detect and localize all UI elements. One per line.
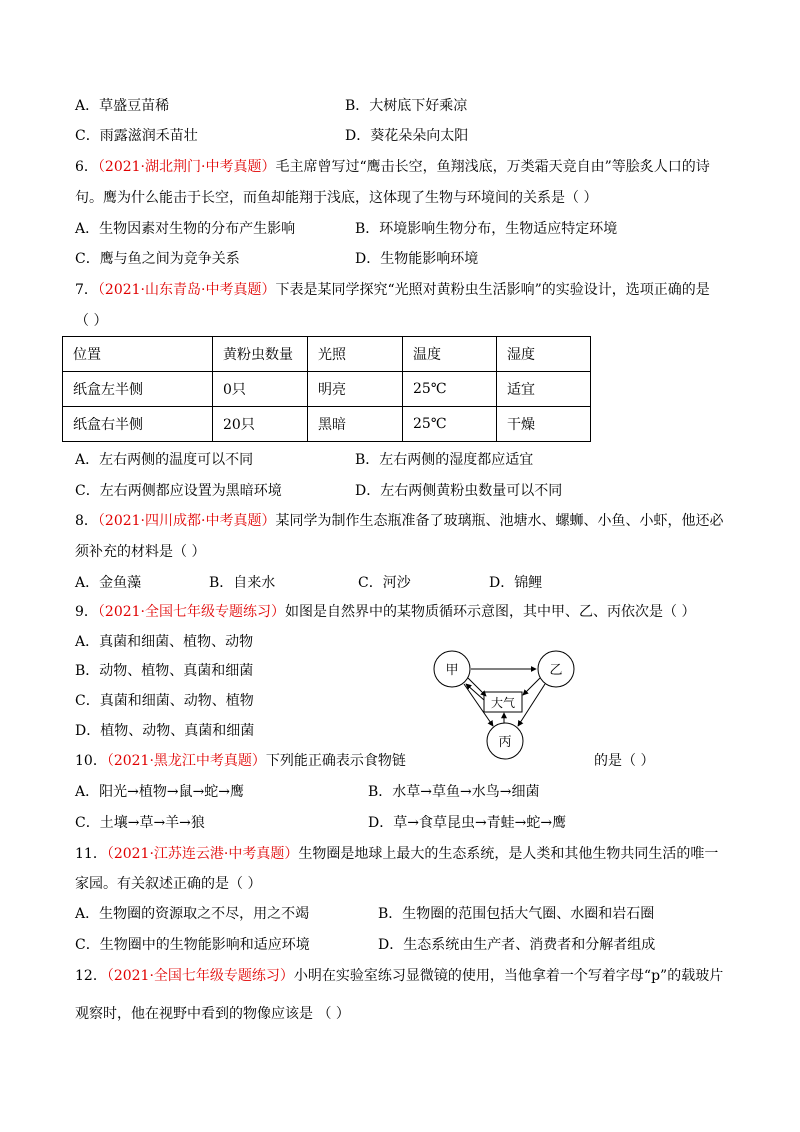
node-jia-label: 甲 — [445, 663, 459, 678]
q8-source: （2021·四川成都·中考真题） — [97, 513, 276, 529]
table-cell: 明亮 — [308, 372, 403, 407]
table-row — [63, 372, 591, 407]
table-cell: 25℃ — [403, 407, 497, 442]
q8-stem-line2: 须补充的材料是（ ） — [75, 544, 206, 560]
q5-option-d: D．葵花朵朵向太阳 — [345, 128, 469, 144]
q6-source: （2021·湖北荆门·中考真题） — [97, 159, 276, 175]
q6-option-b: B．环境影响生物分布，生物适应特定环境 — [355, 221, 618, 237]
q11-stem-line1 — [75, 845, 718, 863]
q8-option-b: B．自来水 — [209, 575, 276, 591]
q7-option-c: C．左右两侧都应设置为黑暗环境 — [75, 483, 282, 499]
q6-option-c: C．鹰与鱼之间为竞争关系 — [75, 251, 240, 267]
table-cell: 20只 — [213, 407, 308, 442]
q8-stem-text: 某同学为制作生态瓶准备了玻璃瓶、池塘水、螺蛳、小鱼、小虾，他还必 — [275, 513, 724, 529]
q8-option-d: D．锦鲤 — [489, 575, 543, 591]
q8-stem-line1 — [75, 512, 723, 530]
table-header-cell: 黄粉虫数量 — [213, 337, 308, 372]
table-cell: 干燥 — [497, 407, 591, 442]
q8-number: 8． — [75, 513, 98, 529]
q9-stem-text: 如图是自然界中的某物质循环示意图，其中甲、乙、丙依次是（ ） — [285, 604, 696, 620]
q12-number: 12． — [75, 968, 107, 984]
q10-number: 10． — [75, 753, 107, 769]
q10-option-b: B．水草→草鱼→水鸟→细菌 — [368, 784, 540, 800]
q11-stem-text: 生物圈是地球上最大的生态系统，是人类和其他生物共同生活的唯一 — [298, 846, 719, 862]
q10-option-d: D．草→食草昆虫→青蛙→蛇→鹰 — [368, 815, 567, 831]
q9-source: （2021·全国七年级专题练习） — [97, 604, 286, 620]
table-header-row — [63, 337, 591, 372]
q9-number: 9． — [75, 604, 98, 620]
q12-source: （2021·全国七年级专题练习） — [106, 968, 294, 984]
table-cell: 0只 — [213, 372, 308, 407]
table-header-cell: 温度 — [403, 337, 497, 372]
q9-cycle-diagram — [432, 648, 582, 760]
q7-option-a: A．左右两侧的温度可以不同 — [75, 452, 254, 468]
table-header-cell: 湿度 — [497, 337, 591, 372]
q12-stem-text: 小明在实验室练习显微镜的使用，当他拿着一个写着字母“p”的载玻片 — [293, 968, 724, 984]
q10-stem-line1 — [75, 752, 406, 770]
q11-option-c: C．生物圈中的生物能影响和适应环境 — [75, 937, 310, 953]
table-header-cell: 位置 — [63, 337, 213, 372]
q10-stem-text: 下列能正确表示食物链 — [265, 753, 406, 769]
table-cell: 黑暗 — [308, 407, 403, 442]
q7-stem-text: 下表是某同学探究“光照对黄粉虫生活影响”的实验设计，选项正确的是 — [275, 282, 710, 298]
q5-option-c: C．雨露滋润禾苗壮 — [75, 128, 198, 144]
arrow-yi-to-atmosphere — [523, 678, 540, 695]
table-cell: 适宜 — [497, 372, 591, 407]
q12-stem-line1 — [75, 967, 723, 985]
q9-option-a: A．真菌和细菌、植物、动物 — [75, 634, 254, 650]
q11-option-b: B．生物圈的范围包括大气圈、水圈和岩石圈 — [378, 906, 655, 922]
q5-option-b: B．大树底下好乘凉 — [345, 98, 468, 114]
q8-option-a: A．金鱼藻 — [75, 575, 142, 591]
table-row — [63, 407, 591, 442]
q10-source: （2021·黑龙江中考真题） — [106, 753, 266, 769]
q10-option-a: A．阳光→植物→鼠→蛇→鹰 — [75, 784, 245, 800]
q9-option-d: D．植物、动物、真菌和细菌 — [75, 723, 255, 739]
q6-stem-text: 毛主席曾写过“鹰击长空，鱼翔浅底，万类霜天竞自由”等脍炙人口的诗 — [275, 159, 710, 175]
q7-source: （2021·山东青岛·中考真题） — [97, 282, 276, 298]
q6-option-a: A．生物因素对生物的分布产生影响 — [75, 221, 296, 237]
q7-experiment-table — [62, 336, 591, 442]
q8-option-c: C．河沙 — [358, 575, 411, 591]
q7-option-d: D．左右两侧黄粉虫数量可以不同 — [355, 483, 563, 499]
q6-stem-line1 — [75, 158, 710, 176]
table-cell: 纸盒左半侧 — [63, 372, 213, 407]
q10-option-c: C．土壤→草→羊→狼 — [75, 815, 205, 831]
node-yi-label: 乙 — [549, 663, 563, 678]
table-header-cell: 光照 — [308, 337, 403, 372]
q11-source: （2021·江苏连云港·中考真题） — [106, 846, 299, 862]
node-bing-label: 丙 — [498, 735, 512, 750]
q11-option-d: D．生态系统由生产者、消费者和分解者组成 — [378, 937, 656, 953]
q6-number: 6． — [75, 159, 98, 175]
q6-option-d: D．生物能影响环境 — [355, 251, 479, 267]
q7-number: 7． — [75, 282, 98, 298]
q11-stem-line2: 家园。有关叙述正确的是（ ） — [75, 876, 262, 892]
q7-stem-line1 — [75, 281, 710, 299]
q11-option-a: A．生物圈的资源取之不尽，用之不竭 — [75, 906, 310, 922]
q7-option-b: B．左右两侧的湿度都应适宜 — [355, 452, 534, 468]
table-cell: 25℃ — [403, 372, 497, 407]
q9-stem-line1 — [75, 603, 695, 621]
q12-stem-line2: 观察时，他在视野中看到的物像应该是 （ ） — [75, 1006, 350, 1022]
center-atmosphere-label: 大气 — [490, 696, 516, 710]
q11-number: 11． — [75, 846, 107, 862]
q7-stem-line2: （ ） — [75, 313, 108, 329]
table-cell: 纸盒右半侧 — [63, 407, 213, 442]
q10-stem-tail: 的是（ ） — [594, 753, 655, 769]
q5-option-a: A．草盛豆苗稀 — [75, 98, 170, 114]
q9-option-b: B．动物、植物、真菌和细菌 — [75, 663, 254, 679]
q9-option-c: C．真菌和细菌、动物、植物 — [75, 693, 254, 709]
q6-stem-line2: 句。鹰为什么能击于长空，而鱼却能翔于浅底，这体现了生物与环境间的关系是（ ） — [75, 190, 598, 206]
